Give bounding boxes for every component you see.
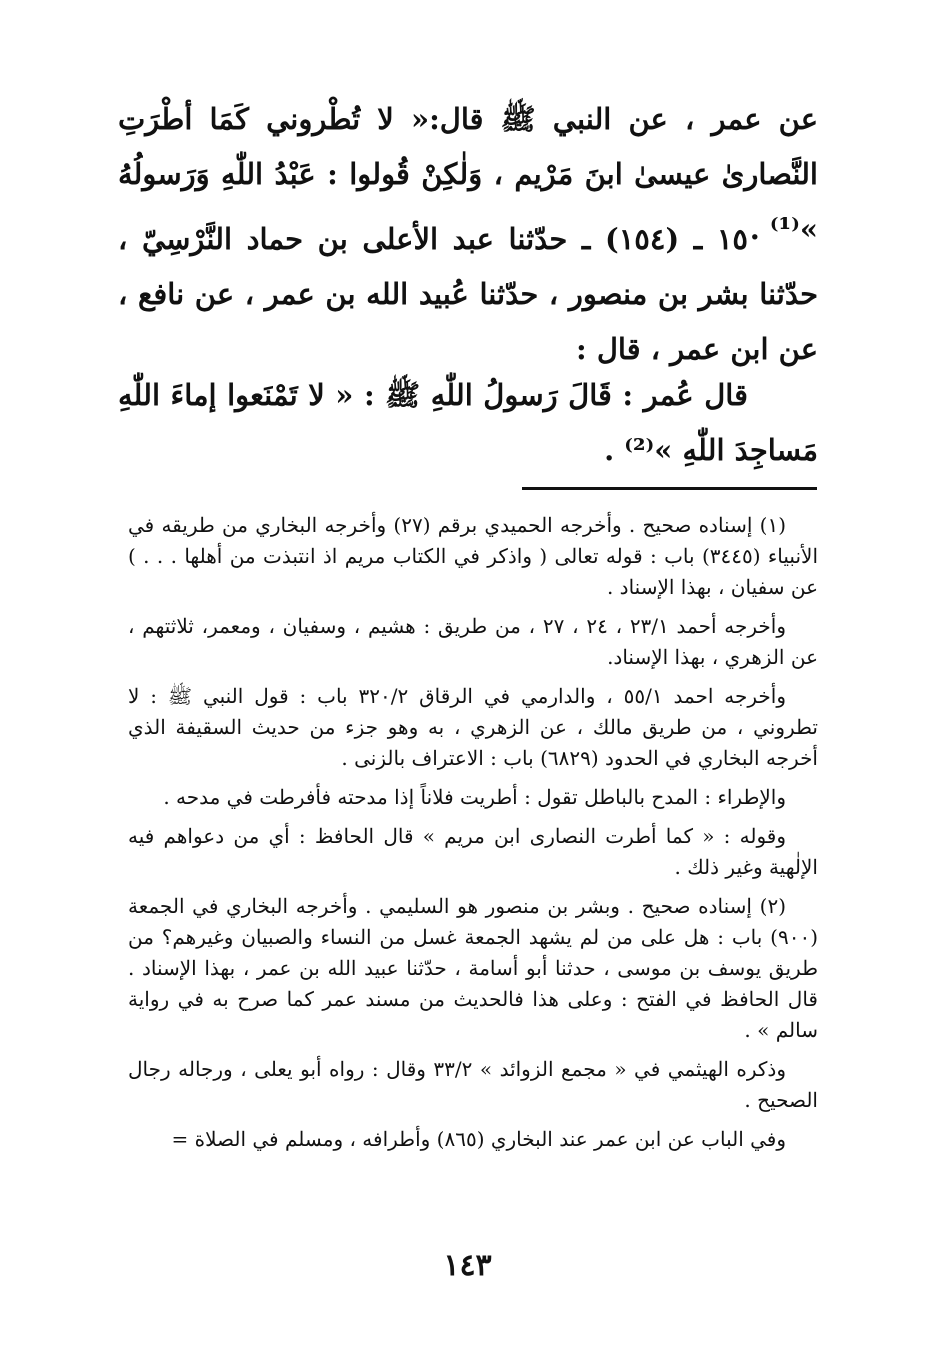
footnote-paragraph: (١) إسناده صحيح . وأخرجه الحميدي برقم (٢٧) وأخرجه البخاري من طريقه في الأنبياء (٣٤٤٥) باب : قوله تعالى ( واذكر في الكتاب مريم اذ انتبذت من أهلها . . . ) عن سفيان ، بهذا الإسناد . [128,513,818,599]
page-number: ١٤٣ [443,1248,492,1283]
footnote-paragraph: وفي الباب عن ابن عمر عند البخاري (٨٦٥) وأطرافه ، ومسلم في الصلاة = [171,1127,786,1151]
hadith-text: عن عمر ، عن النبي ﷺ قال:« لا تُطْروني كَمَا أطْرَتِ النَّصارىٰ عيسىٰ ابنَ مَرْيم ، وَلٰكِنْ قُولوا : عَبْدُ اللّٰهِ وَرَسولُهُ »⁽¹⁾ . [118,102,818,246]
footnote-paragraph: وأخرجه أحمد ٢٣/١ ، ٢٤ ، ٢٧ ، من طريق : هشيم ، وسفيان ، ومعمر، ثلاثتهم ، عن الزهري ، بهذا الإسناد. [128,614,818,669]
hadith-15-isnad [118,212,818,377]
footnote-paragraph: (٢) إسناده صحيح . وبشر بن منصور هو السليمي . وأخرجه البخاري في الجمعة (٩٠٠) باب : هل على من لم يشهد الجمعة غسل من النساء والصبيان وغيرهم؟ من طريق يوسف بن موسى ، حدثنا أبو أسامة ، حدّثنا عبيد الله بن عمر ، بهذا الإسناد . قال الحافظ في الفتح : وعلى هذا فالحديث من مسند عمر كما صرح به في رواية سالم » . [128,894,818,1042]
footnote-paragraph: وقوله : « كما أطرت النصارى ابن مريم » قال الحافظ : أي من دعواهم فيه الإلٰهية وغير ذلك . [128,824,818,879]
hadith-text: قال عُمر : قَالَ رَسولُ اللّٰهِ ﷺ : « لا تَمْنَعوا إماءَ اللّٰهِ مَساجِدَ اللّٰهِ »⁽²⁾ . [118,378,818,467]
footnote-paragraph: وأخرجه احمد ٥٥/١ ، والدارمي في الرقاق ٣٢٠/٢ باب : قول النبي ﷺ : لا تطروني ، من طريق مالك ، عن الزهري ، به وهو جزء من حديث السقيفة الذي أخرجه البخاري في الحدود (٦٨٢٩) باب : الاعتراف بالزنى . [128,684,818,770]
footnote-paragraph: وذكره الهيثمي في « مجمع الزوائد » ٣٣/٢ وقال : رواه أبو يعلى ، ورجاله رجال الصحيح . [128,1057,818,1112]
footnote-paragraph: والإطراء : المدح بالباطل تقول : أطريت فلاناً إذا مدحته فأفرطت في مدحه . [163,785,786,809]
hadith-15-matn [118,368,818,478]
footnotes [128,510,818,1163]
footnote-separator [522,487,817,490]
hadith-chain: ١٥ ـ (١٥٤) ـ حدّثنا عبد الأعلى بن حماد النَّرْسِيّ ، حدّثنا بشر بن منصور ، حدّثنا عُبيد الله بن عمر ، عن نافع ، عن ابن عمر ، قال : [118,222,818,366]
